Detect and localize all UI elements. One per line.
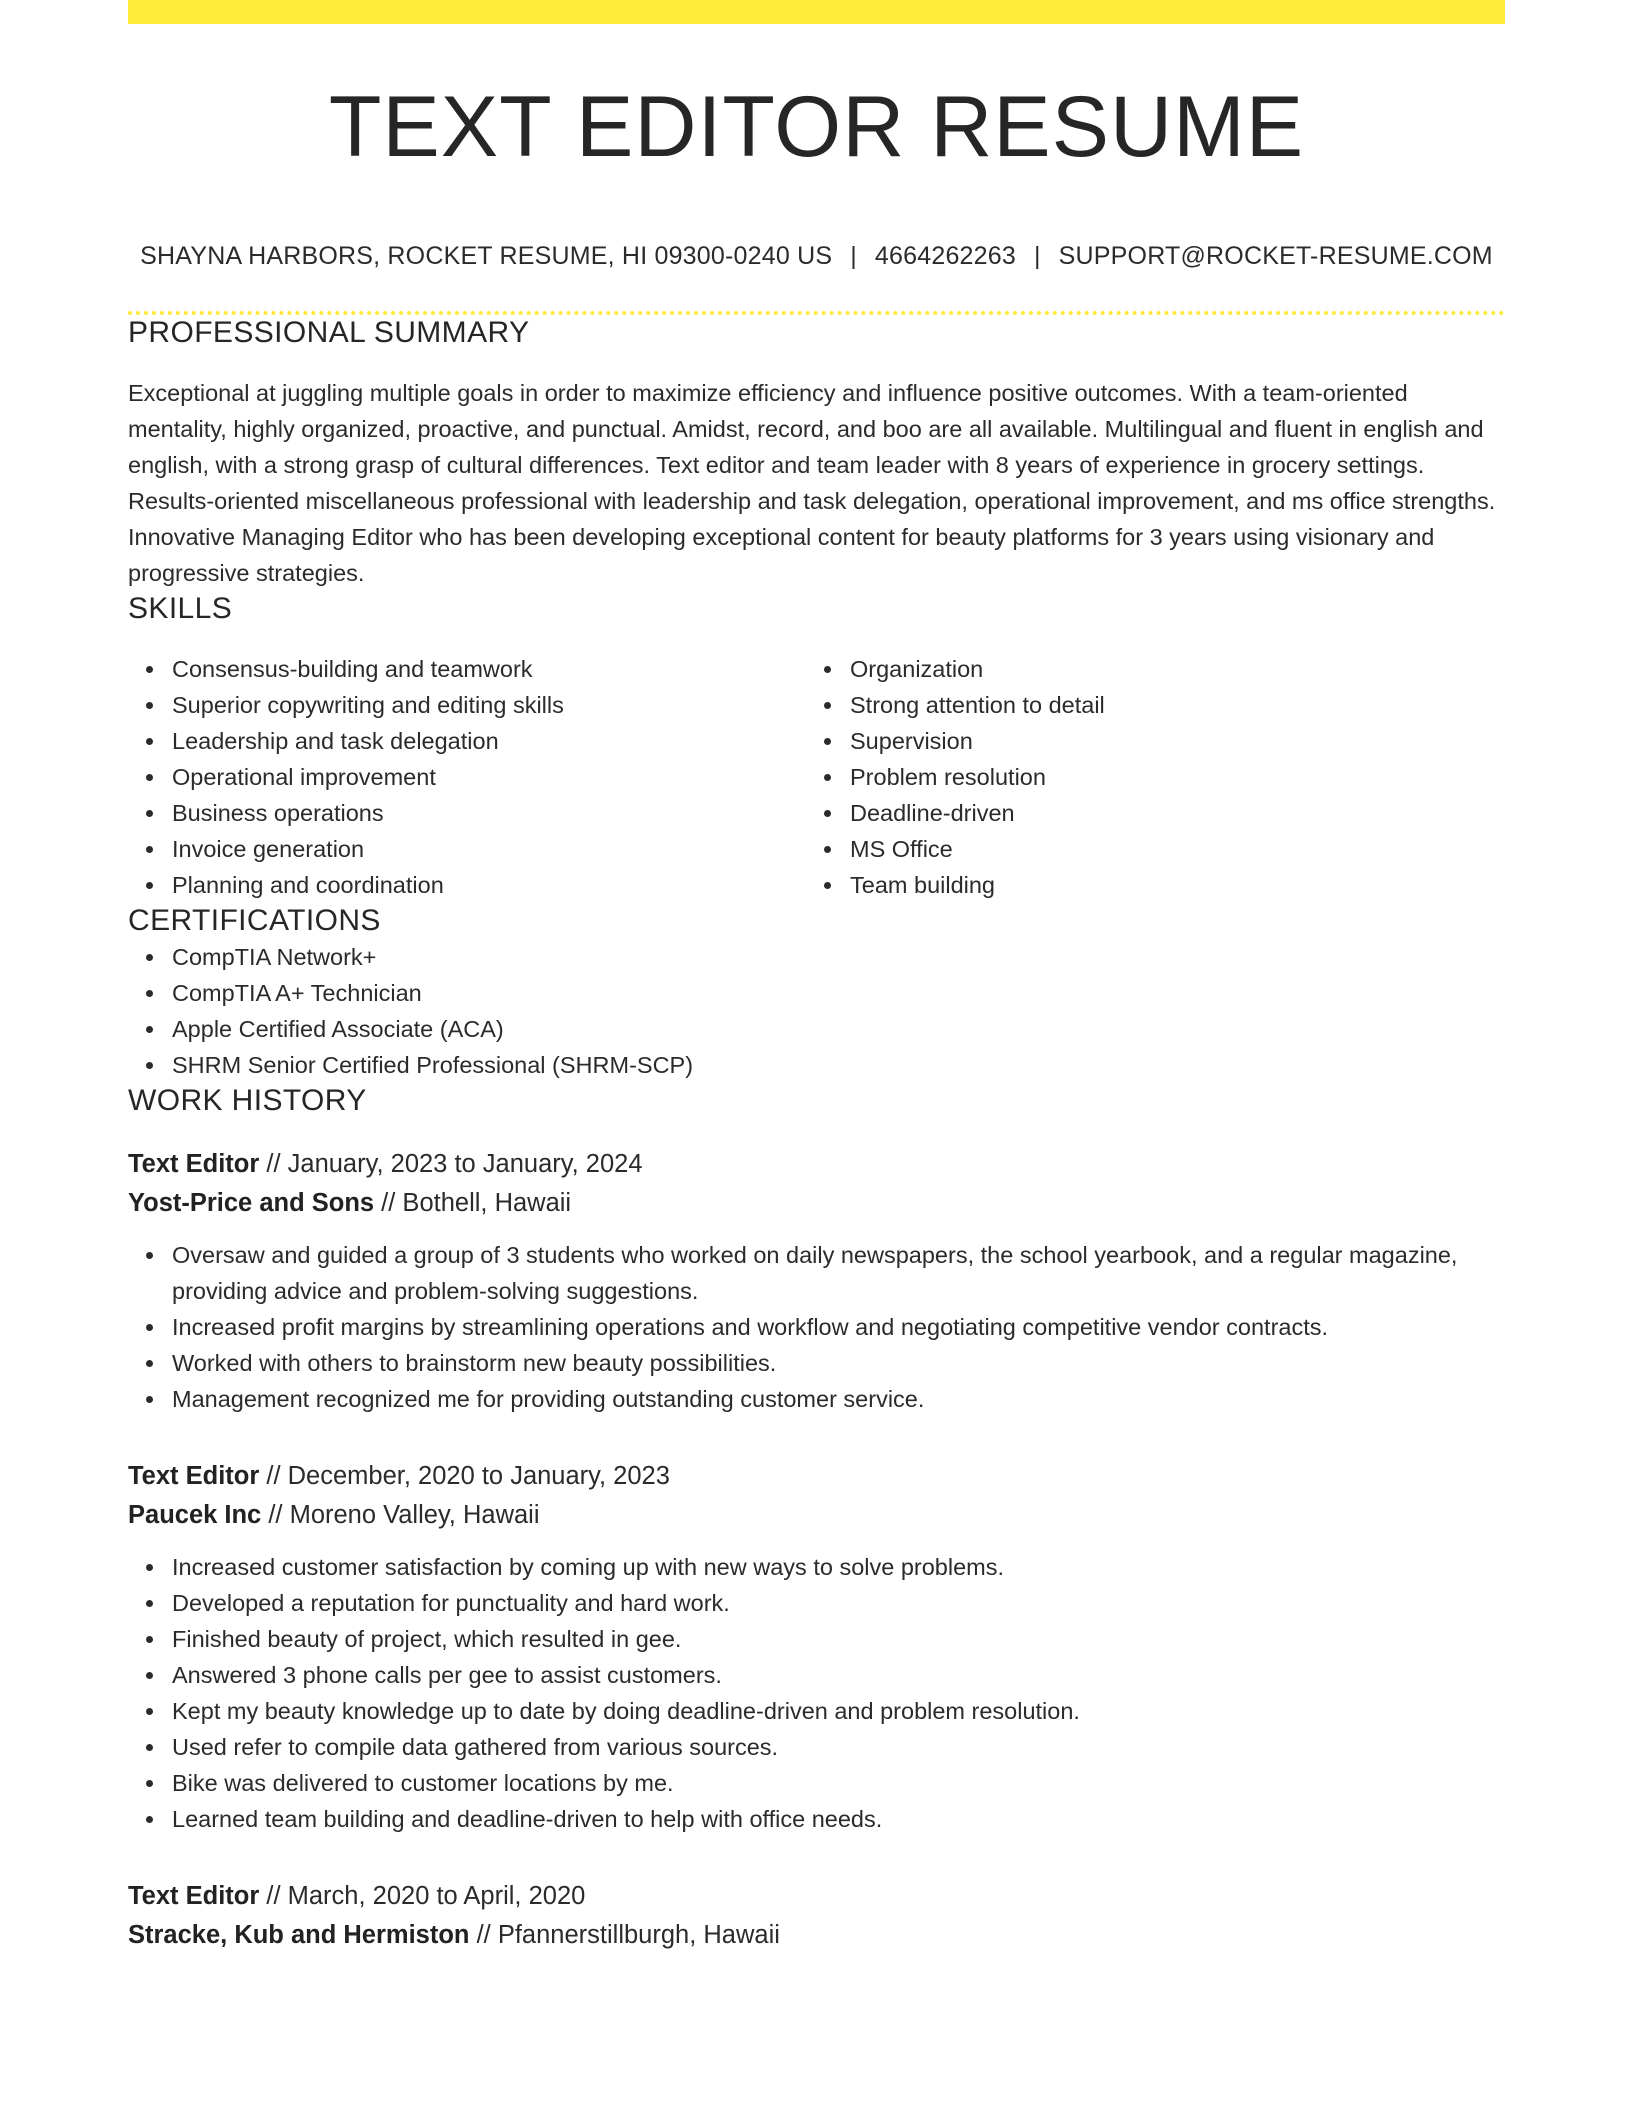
certification-item: CompTIA A+ Technician xyxy=(172,975,1505,1011)
certifications-list xyxy=(128,939,1505,1083)
contact-line xyxy=(128,242,1505,271)
skill-item: Operational improvement xyxy=(172,759,806,795)
job-bullet: Used refer to compile data gathered from various sources. xyxy=(172,1729,1505,1765)
skills-columns xyxy=(128,651,1505,903)
skill-item: Invoice generation xyxy=(172,831,806,867)
summary-text: Exceptional at juggling multiple goals in order to maximize efficiency and influence positive outcomes. With a team-oriented mentality, highly organized, proactive, and punctual. Amidst, record, and boo are all available. Multilingual and fluent in english and english, with a strong grasp of cultural differences. Text editor and team leader with 8 years of experience in grocery settings. Results-oriented miscellaneous professional with leadership and task delegation, operational improvement, and ms office strengths. Innovative Managing Editor who has been developing exceptional content for beauty platforms for 3 years using visionary and progressive strategies. xyxy=(128,380,1496,586)
job-company: Paucek Inc xyxy=(128,1501,262,1529)
job-entry xyxy=(128,1457,1505,1837)
job-title-line xyxy=(128,1145,1505,1184)
certification-item: SHRM Senior Certified Professional (SHRM-SCP) xyxy=(172,1047,1505,1083)
accent-bar xyxy=(128,0,1505,24)
job-dates: // March, 2020 to April, 2020 xyxy=(259,1882,586,1910)
contact-address: SHAYNA HARBORS, ROCKET RESUME, HI 09300-0240 US xyxy=(140,242,833,270)
job-location: // Moreno Valley, Hawaii xyxy=(261,1501,540,1529)
contact-email: SUPPORT@ROCKET-RESUME.COM xyxy=(1058,242,1493,270)
job-entry xyxy=(128,1145,1505,1417)
job-title-line xyxy=(128,1877,1505,1916)
job-bullet: Worked with others to brainstorm new beauty possibilities. xyxy=(172,1345,1505,1381)
job-bullet: Increased profit margins by streamlining operations and workflow and negotiating competitive vendor contracts. xyxy=(172,1309,1505,1345)
job-dates: // January, 2023 to January, 2024 xyxy=(259,1150,643,1178)
skill-item: Deadline-driven xyxy=(850,795,1484,831)
contact-separator: | xyxy=(1033,242,1041,270)
certifications-heading: CERTIFICATIONS xyxy=(128,904,381,937)
job-bullet: Developed a reputation for punctuality and hard work. xyxy=(172,1585,1505,1621)
job-bullet: Oversaw and guided a group of 3 students who worked on daily newspapers, the school yearbook, and a regular magazine, providing advice and problem-solving suggestions. xyxy=(172,1237,1505,1309)
page-title: TEXT EDITOR RESUME xyxy=(328,79,1305,175)
job-bullet: Increased customer satisfaction by coming up with new ways to solve problems. xyxy=(172,1549,1505,1585)
job-company: Stracke, Kub and Hermiston xyxy=(128,1921,470,1949)
skills-list-left xyxy=(128,651,806,903)
skill-item: Business operations xyxy=(172,795,806,831)
job-company-line xyxy=(128,1916,1505,1955)
job-bullet: Kept my beauty knowledge up to date by doing deadline-driven and problem resolution. xyxy=(172,1693,1505,1729)
job-bullets xyxy=(128,1549,1505,1837)
skill-item: Strong attention to detail xyxy=(850,687,1484,723)
job-title: Text Editor xyxy=(128,1882,260,1910)
summary-heading: PROFESSIONAL SUMMARY xyxy=(128,316,530,349)
job-company: Yost-Price and Sons xyxy=(128,1189,375,1217)
skill-item: Team building xyxy=(850,867,1484,903)
skill-item: Problem resolution xyxy=(850,759,1484,795)
job-location: // Bothell, Hawaii xyxy=(374,1189,572,1217)
job-bullet: Answered 3 phone calls per gee to assist customers. xyxy=(172,1657,1505,1693)
skill-item: Superior copywriting and editing skills xyxy=(172,687,806,723)
job-location: // Pfannerstillburgh, Hawaii xyxy=(469,1921,780,1949)
skill-item: Supervision xyxy=(850,723,1484,759)
resume-page xyxy=(128,0,1505,1955)
job-bullet: Bike was delivered to customer locations by me. xyxy=(172,1765,1505,1801)
skill-item: Leadership and task delegation xyxy=(172,723,806,759)
skill-item: MS Office xyxy=(850,831,1484,867)
job-title-line xyxy=(128,1457,1505,1496)
skill-item: Consensus-building and teamwork xyxy=(172,651,806,687)
job-title: Text Editor xyxy=(128,1150,260,1178)
job-title: Text Editor xyxy=(128,1462,260,1490)
certification-item: CompTIA Network+ xyxy=(172,939,1505,975)
work-history-heading: WORK HISTORY xyxy=(128,1084,367,1117)
skills-heading: SKILLS xyxy=(128,592,233,625)
job-bullets xyxy=(128,1237,1505,1417)
contact-phone: 4664262263 xyxy=(874,242,1016,270)
job-entry xyxy=(128,1877,1505,1955)
job-bullet: Learned team building and deadline-driven to help with office needs. xyxy=(172,1801,1505,1837)
contact-separator: | xyxy=(850,242,857,270)
job-dates: // December, 2020 to January, 2023 xyxy=(259,1462,670,1490)
job-company-line xyxy=(128,1184,1505,1223)
certification-item: Apple Certified Associate (ACA) xyxy=(172,1011,1505,1047)
skill-item: Planning and coordination xyxy=(172,867,806,903)
skill-item: Organization xyxy=(850,651,1484,687)
skills-list-right xyxy=(806,651,1484,903)
job-company-line xyxy=(128,1496,1505,1535)
job-bullet: Management recognized me for providing outstanding customer service. xyxy=(172,1381,1505,1417)
job-bullet: Finished beauty of project, which resulted in gee. xyxy=(172,1621,1505,1657)
